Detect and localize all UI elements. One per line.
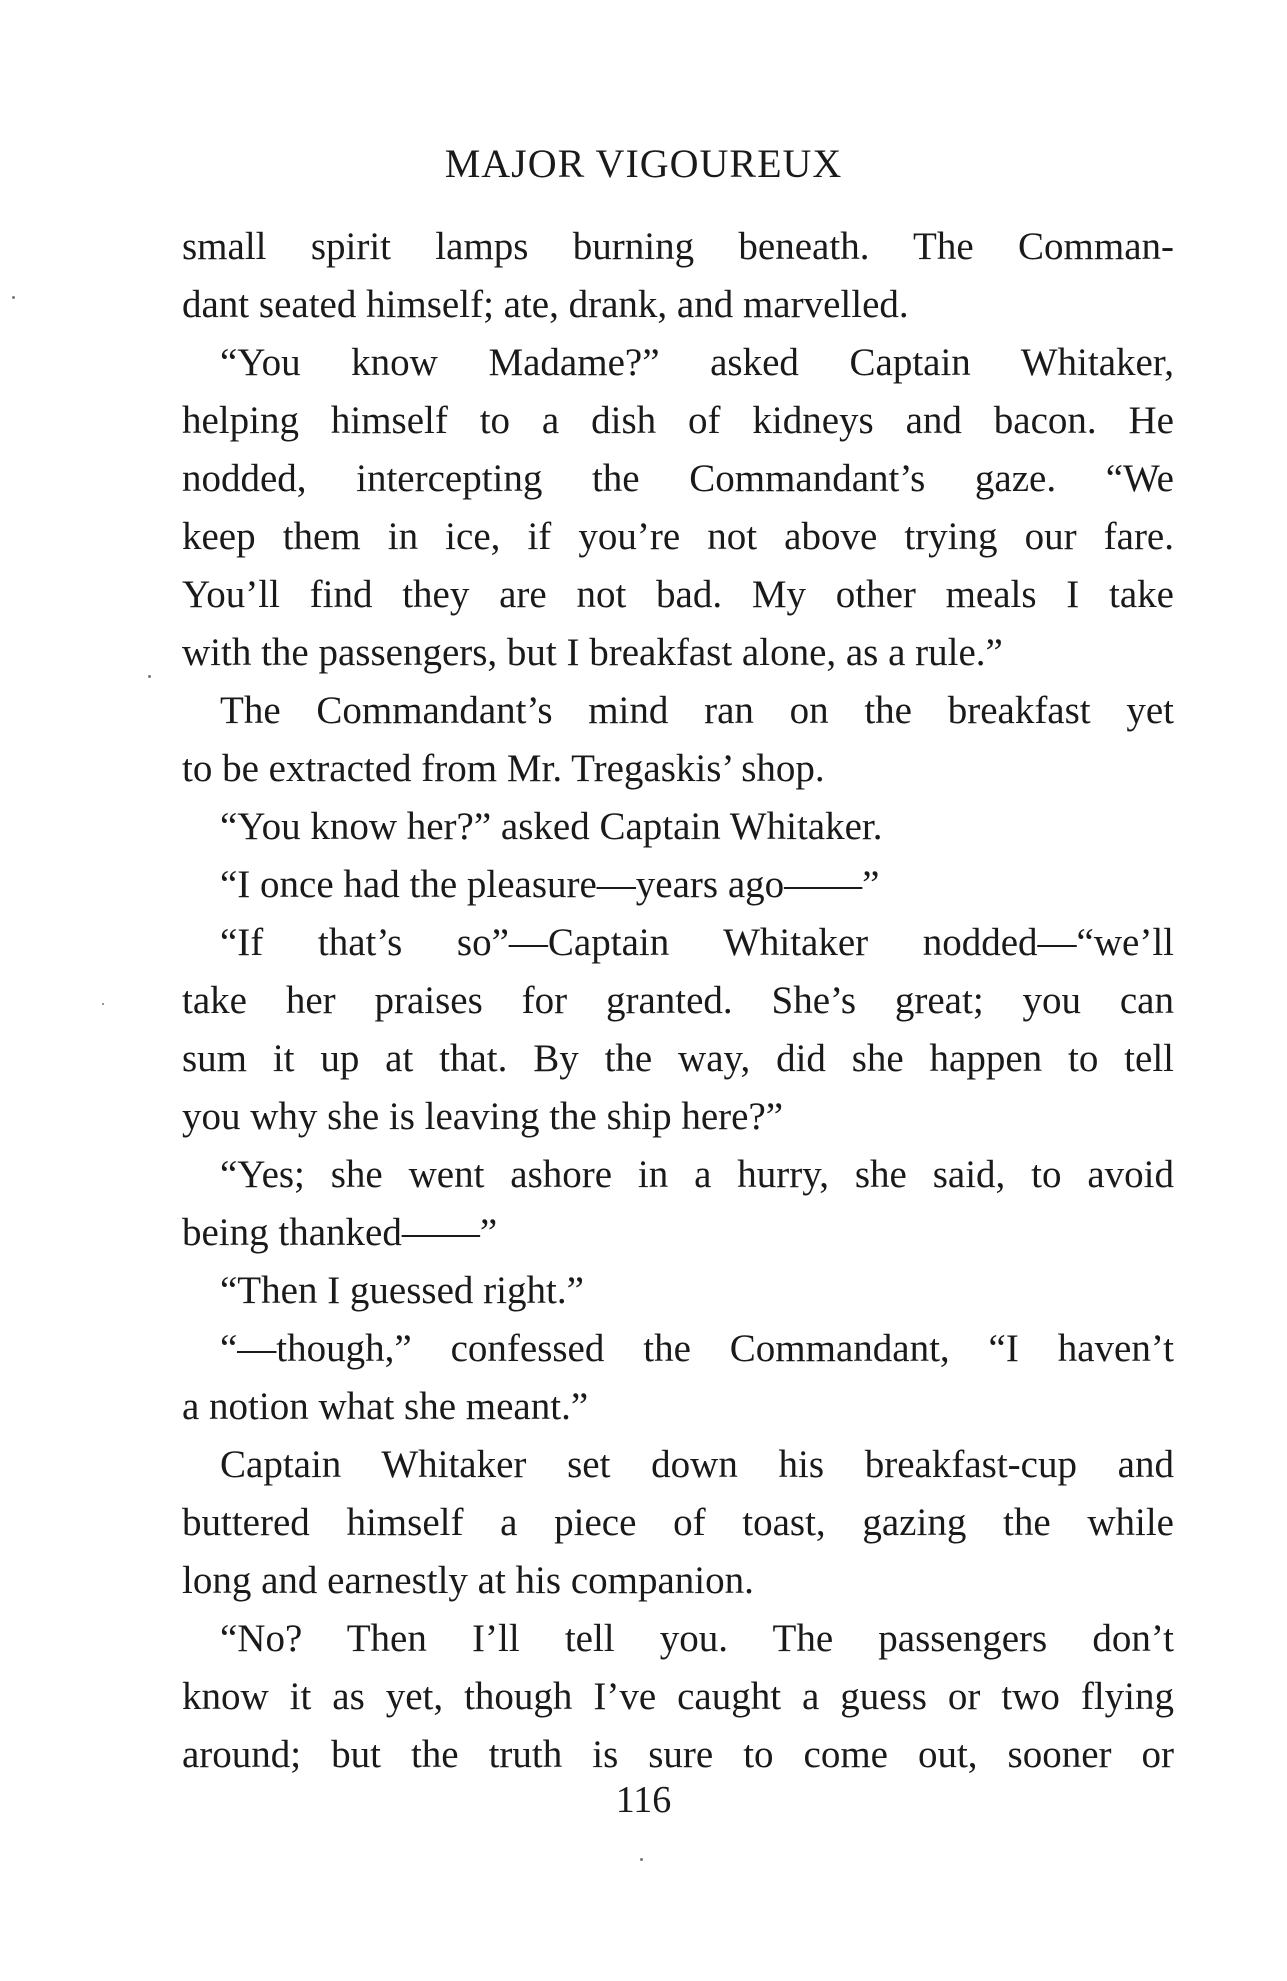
body-text [182, 218, 1174, 1784]
page-number: 116 [615, 1779, 672, 1821]
text-line: “I once had the pleasure—years ago——” [220, 863, 880, 906]
text-line: to be extracted from Mr. Tregaskis’ shop. [182, 747, 825, 790]
text-line: “If that’s so”—Captain Whitaker nodded—“we’ll [220, 921, 1174, 964]
running-head: MAJOR VIGOUREUX [444, 141, 843, 186]
text-line: “You know her?” asked Captain Whitaker. [220, 805, 883, 848]
text-line: know it as yet, though I’ve caught a guess or two flying [182, 1675, 1174, 1718]
text-line: around; but the truth is sure to come out, sooner or [182, 1733, 1174, 1776]
text-line: Captain Whitaker set down his breakfast-cup and [220, 1443, 1174, 1486]
scan-speck [12, 296, 15, 299]
text-line: buttered himself a piece of toast, gazing the while [182, 1501, 1174, 1544]
text-line: “You know Madame?” asked Captain Whitaker, [220, 341, 1174, 384]
text-line: take her praises for granted. She’s great; you can [182, 979, 1174, 1022]
text-line: “No? Then I’ll tell you. The passengers don’t [220, 1617, 1174, 1660]
text-line: being thanked——” [182, 1211, 498, 1254]
text-line: a notion what she meant.” [182, 1385, 589, 1428]
text-line: dant seated himself; ate, drank, and marvelled. [182, 283, 909, 326]
text-line: long and earnestly at his companion. [182, 1559, 754, 1602]
text-line: The Commandant’s mind ran on the breakfast yet [220, 689, 1174, 732]
text-line: sum it up at that. By the way, did she happen to tell [182, 1037, 1174, 1080]
text-line: you why she is leaving the ship here?” [182, 1095, 784, 1138]
text-line: small spirit lamps burning beneath. The Comman- [182, 225, 1174, 268]
text-line: “—though,” confessed the Commandant, “I haven’t [220, 1327, 1174, 1370]
text-line: You’ll find they are not bad. My other meals I take [182, 573, 1174, 616]
text-line: “Yes; she went ashore in a hurry, she said, to avoid [220, 1153, 1174, 1196]
scan-speck [640, 1858, 643, 1861]
text-line: helping himself to a dish of kidneys and bacon. He [182, 399, 1174, 442]
text-line: keep them in ice, if you’re not above trying our fare. [182, 515, 1174, 558]
text-line: with the passengers, but I breakfast alone, as a rule.” [182, 631, 1003, 674]
scan-speck [148, 675, 151, 678]
text-line: “Then I guessed right.” [220, 1269, 584, 1312]
scan-speck [102, 1003, 104, 1005]
text-line: nodded, intercepting the Commandant’s gaze. “We [182, 457, 1174, 500]
